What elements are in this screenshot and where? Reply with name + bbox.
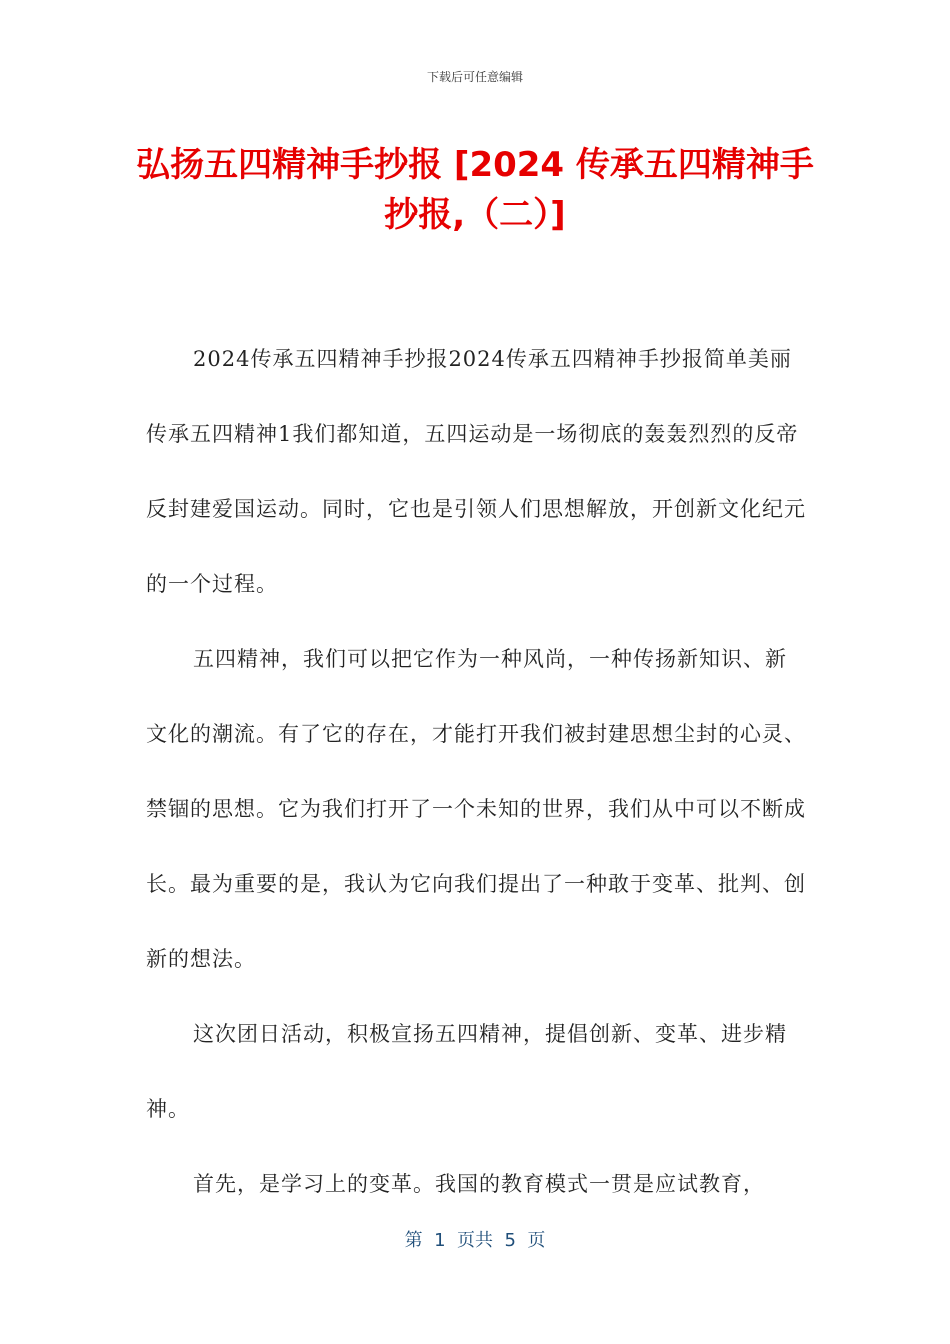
page-number-footer: 第 1 页共 5 页 bbox=[404, 1230, 546, 1251]
paragraph: 这次团日活动，积极宣扬五四精神，提倡创新、变革、进步精神。 bbox=[146, 1022, 787, 1121]
paragraph: 五四精神，我们可以把它作为一种风尚，一种传扬新知识、新文化的潮流。有了它的存在，才能打开我们被封建思想尘封的心灵、禁锢的思想。它为我们打开了一个未知的世界，我们从中可以不断成长。最为重要的是，我认为它向我们提出了一种敢于变革、批判、创新的想法。 bbox=[146, 647, 806, 971]
paragraph: 2024传承五四精神手抄报2024传承五四精神手抄报简单美丽传承五四精神1我们都知道，五四运动是一场彻底的轰轰烈烈的反帝反封建爱国运动。同时，它也是引领人们思想解放，开创新文化纪元的一个过程。 bbox=[146, 347, 806, 596]
document-title: 弘扬五四精神手抄报 [2024 传承五四精神手抄报,（二）] bbox=[136, 145, 814, 235]
document-body bbox=[146, 322, 806, 1222]
paragraph: 首先，是学习上的变革。我国的教育模式一贯是应试教育， bbox=[193, 1172, 765, 1196]
header-note: 下载后可任意编辑 bbox=[426, 70, 523, 84]
